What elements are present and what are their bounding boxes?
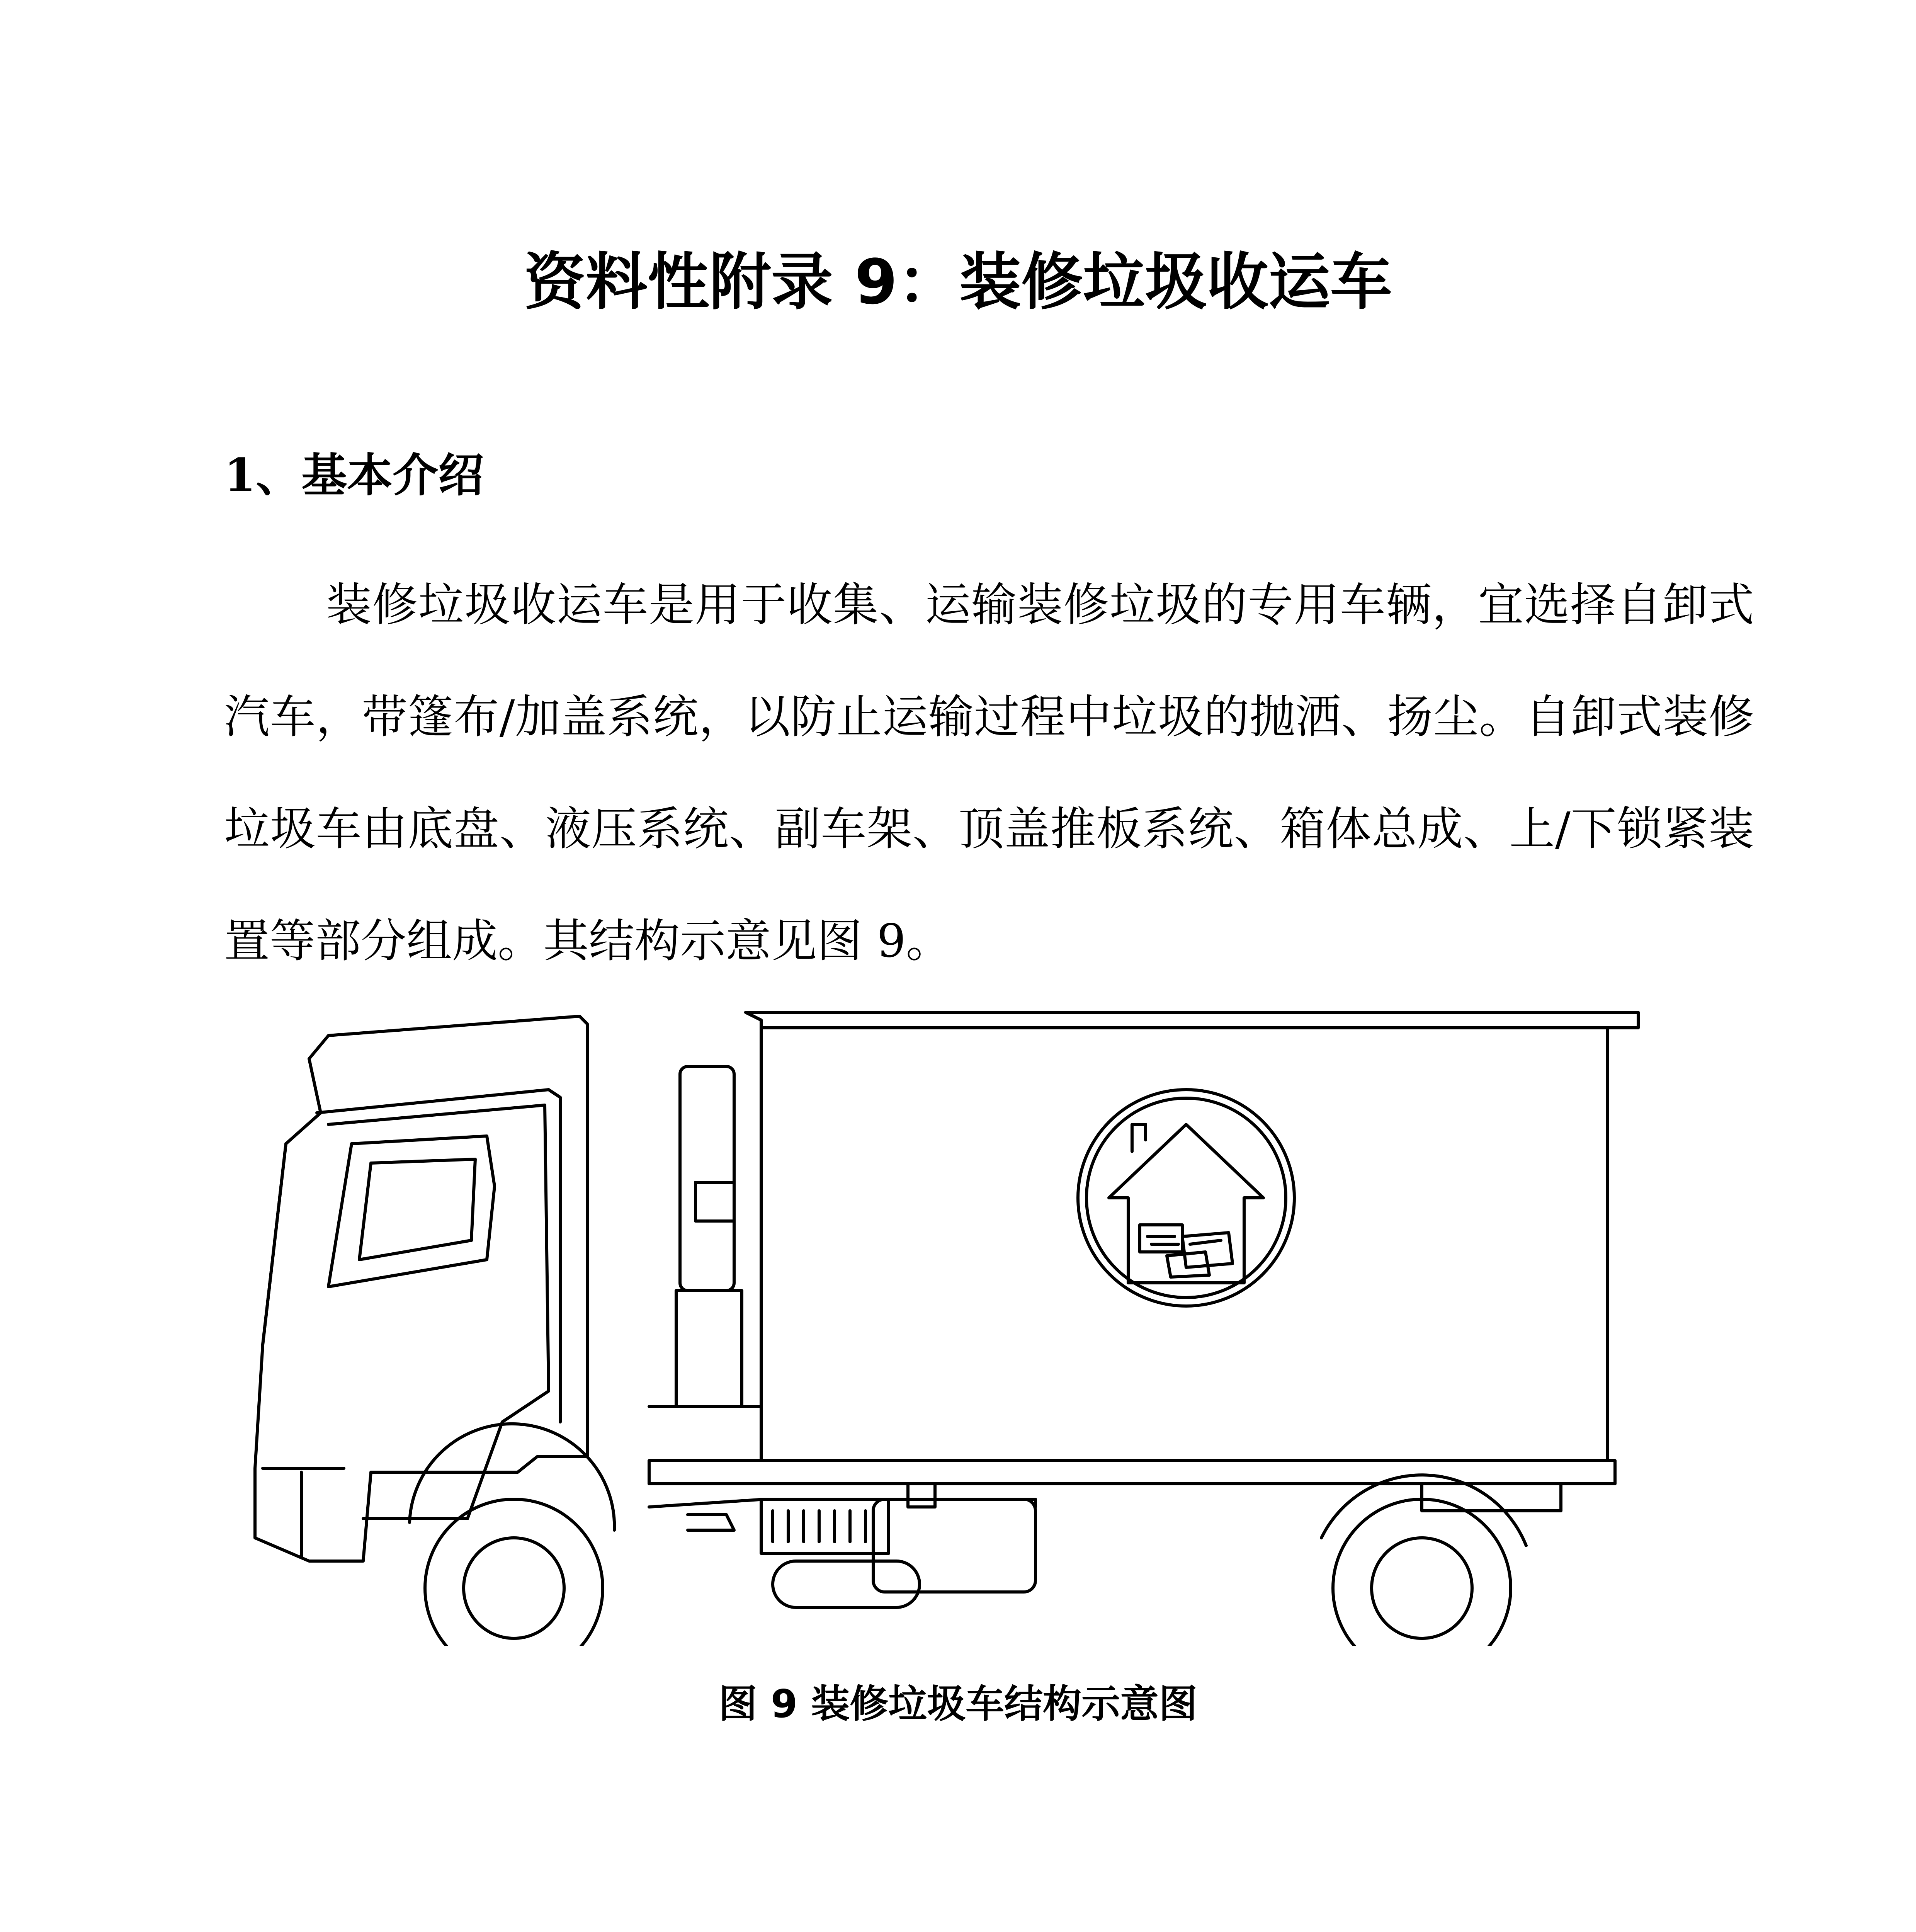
truck-illustration [240,997,1731,1646]
truck-figure [240,997,1731,1646]
body-paragraph: 装修垃圾收运车是用于收集、运输装修垃圾的专用车辆，宜选择自卸式汽车，带篷布/加盖系统，以防止运输过程中垃圾的抛洒、扬尘。自卸式装修垃圾车由底盘、液压系统、副车架、顶盖推板系统、箱体总成、上/下锁紧装置等部分组成。其结构示意见图 9。 [224,578,1754,968]
rear-wheel [1321,1475,1526,1646]
fuel-tank [688,1499,1035,1607]
hydraulic-system [649,1066,761,1461]
section-heading: 1、基本介绍 [224,448,484,502]
house-with-debris-icon [1078,1090,1294,1306]
figure-caption: 图 9 装修垃圾车结构示意图 [718,1681,1198,1726]
page-title: 资料性附录 9：装修垃圾收运车 [524,246,1392,318]
